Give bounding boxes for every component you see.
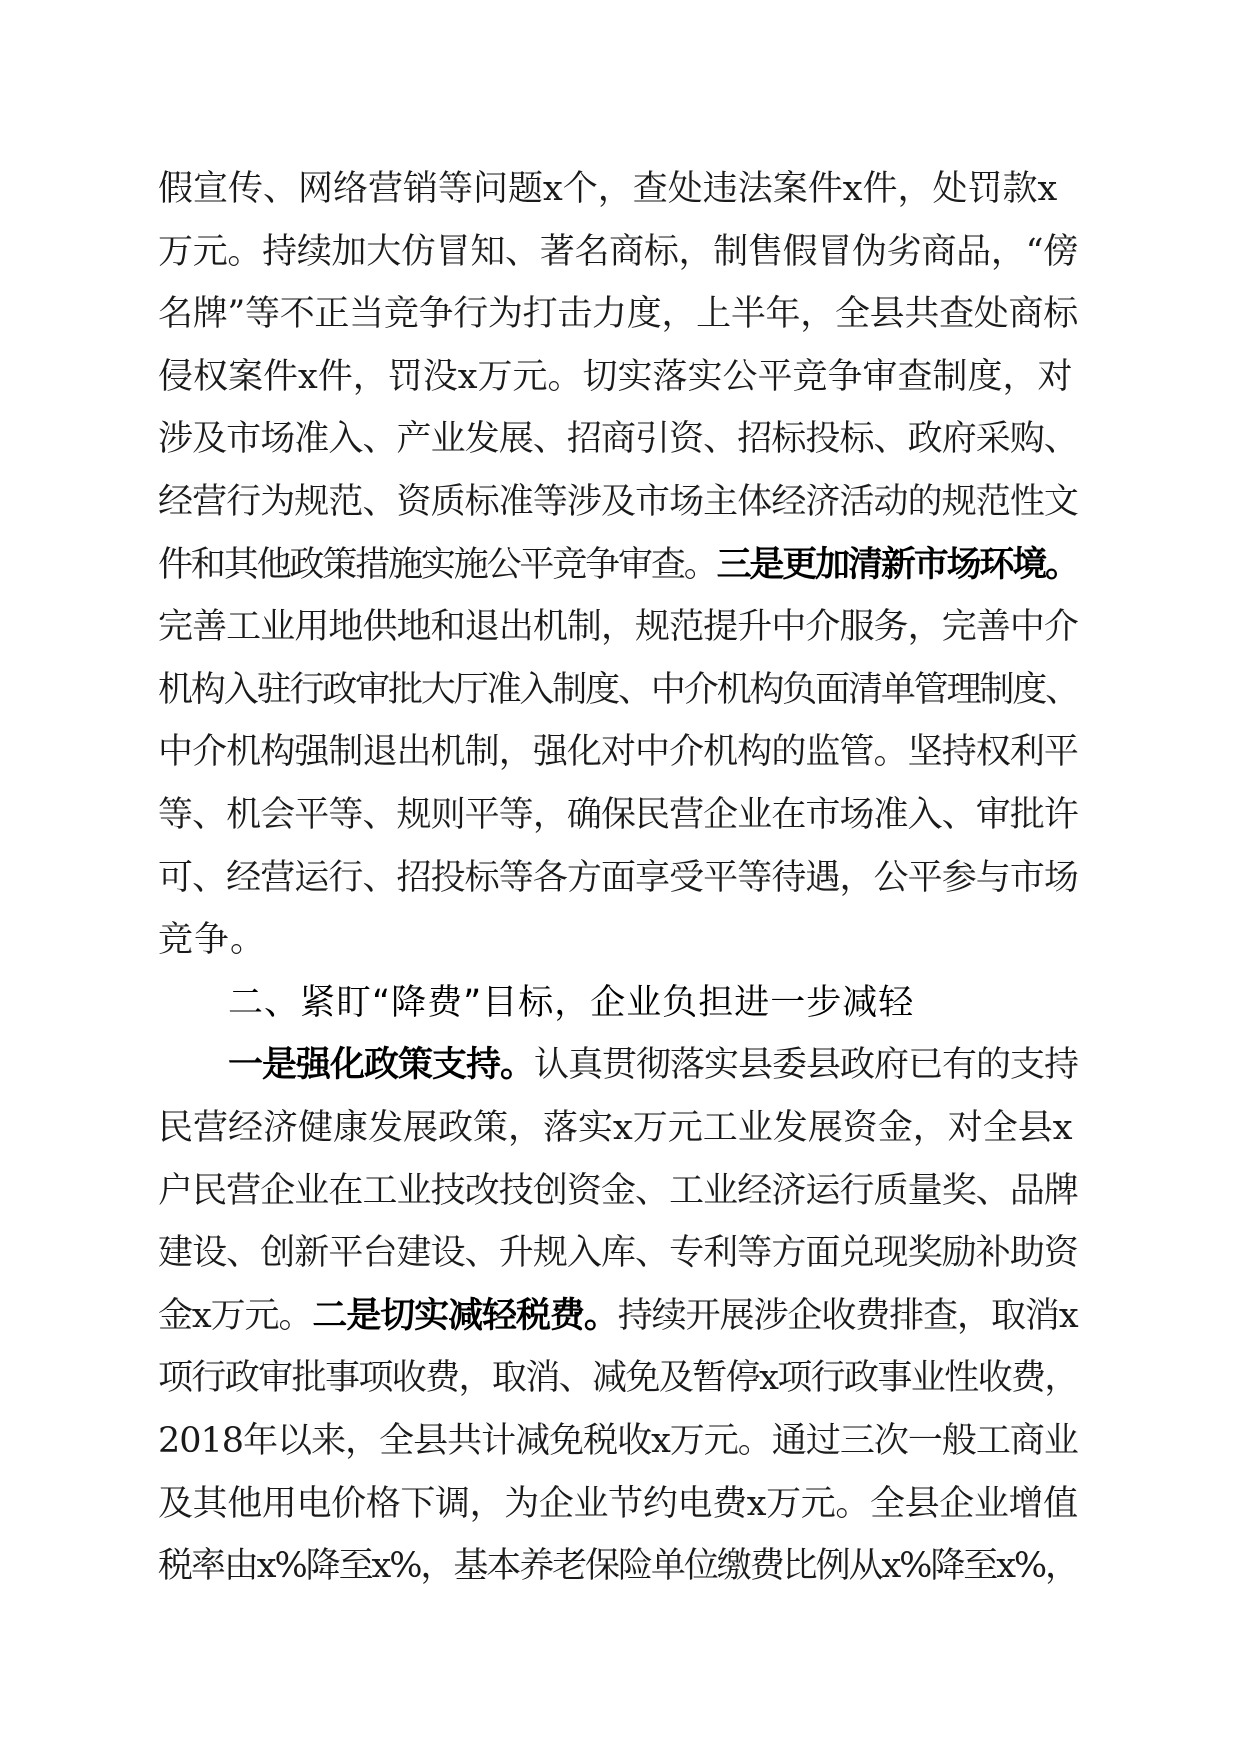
bold-lead-phrase: 一是强化政策支持。 bbox=[228, 1045, 535, 1086]
text-segment: 户民营企业在工业技改技创资金、工业经济运行质量奖、品牌 bbox=[158, 1170, 1079, 1211]
text-segment: 认真贯彻落实县委县政府已有的支持 bbox=[534, 1045, 1079, 1086]
body-line bbox=[158, 1535, 1078, 1597]
body-line bbox=[158, 471, 1078, 533]
body-line bbox=[158, 283, 1078, 345]
text-segment: 完善工业用地供地和退出机制，规范提升中介服务，完善中介 bbox=[158, 607, 1079, 648]
text-segment: 机构入驻行政审批大厅准入制度、中介机构负面清单管理制度、 bbox=[158, 669, 1079, 710]
section-heading: 二、紧盯“降费”目标，企业负担进一步减轻 bbox=[228, 982, 915, 1023]
body-line bbox=[158, 909, 1078, 971]
text-segment: 金x万元。 bbox=[158, 1295, 313, 1336]
body-line bbox=[158, 346, 1078, 408]
body-line bbox=[158, 847, 1078, 909]
text-segment: 竞争。 bbox=[158, 920, 267, 961]
text-segment: 经营行为规范、资质标准等涉及市场主体经济活动的规范性文 bbox=[158, 482, 1079, 522]
bold-lead-phrase: 二是切实减轻税费。 bbox=[312, 1295, 618, 1336]
text-segment: 侵权案件x件，罚没x万元。切实落实公平竞争审查制度，对 bbox=[158, 356, 1073, 397]
text-segment: 涉及市场准入、产业发展、招商引资、招标投标、政府采购、 bbox=[158, 419, 1079, 460]
body-line bbox=[158, 1222, 1078, 1284]
text-segment: 可、经营运行、招投标等各方面享受平等待遇，公平参与市场 bbox=[158, 857, 1079, 898]
body-line bbox=[158, 1160, 1078, 1222]
text-segment: 件和其他政策措施实施公平竞争审查。 bbox=[158, 544, 717, 585]
body-line bbox=[158, 1410, 1078, 1472]
body-line bbox=[158, 1347, 1078, 1409]
body-line bbox=[158, 596, 1078, 658]
body-line bbox=[228, 1034, 1078, 1096]
body-line bbox=[158, 1097, 1078, 1159]
text-segment: 名牌”等不正当竞争行为打击力度，上半年，全县共查处商标 bbox=[158, 294, 1078, 335]
text-segment: 2018年以来，全县共计减免税收x万元。通过三次一般工商业 bbox=[158, 1421, 1078, 1461]
bold-lead-phrase: 三是更加清新市场环境。 bbox=[716, 544, 1079, 585]
body-line bbox=[158, 784, 1078, 846]
text-segment: 民营经济健康发展政策，落实x万元工业发展资金，对全县x bbox=[158, 1108, 1073, 1148]
text-segment: 税率由x%降至x%，基本养老保险单位缴费比例从x%降至x%， bbox=[158, 1546, 1078, 1587]
text-segment: 持续开展涉企收费排查，取消x bbox=[617, 1295, 1078, 1336]
body-line bbox=[158, 1473, 1078, 1535]
text-segment: 等、机会平等、规则平等，确保民营企业在市场准入、审批许 bbox=[158, 795, 1079, 835]
text-segment: 建设、创新平台建设、升规入库、专利等方面兑现奖励补助资 bbox=[158, 1233, 1079, 1274]
text-segment: 万元。持续加大仿冒知、著名商标，制售假冒伪劣商品，“傍 bbox=[158, 231, 1078, 272]
body-line bbox=[158, 534, 1078, 596]
text-segment: 假宣传、网络营销等问题x个，查处违法案件x件，处罚款x bbox=[158, 169, 1058, 209]
body-line bbox=[158, 1285, 1078, 1347]
body-line bbox=[158, 158, 1078, 220]
body-line bbox=[158, 721, 1078, 783]
text-segment: 项行政审批事项收费，取消、减免及暂停x项行政事业性收费， bbox=[158, 1358, 1078, 1399]
text-segment: 中介机构强制退出机制，强化对中介机构的监管。坚持权利平 bbox=[158, 732, 1079, 773]
body-line bbox=[158, 659, 1078, 721]
text-segment: 及其他用电价格下调，为企业节约电费x万元。全县企业增值 bbox=[158, 1483, 1078, 1524]
body-line bbox=[158, 221, 1078, 283]
body-line bbox=[158, 408, 1078, 470]
